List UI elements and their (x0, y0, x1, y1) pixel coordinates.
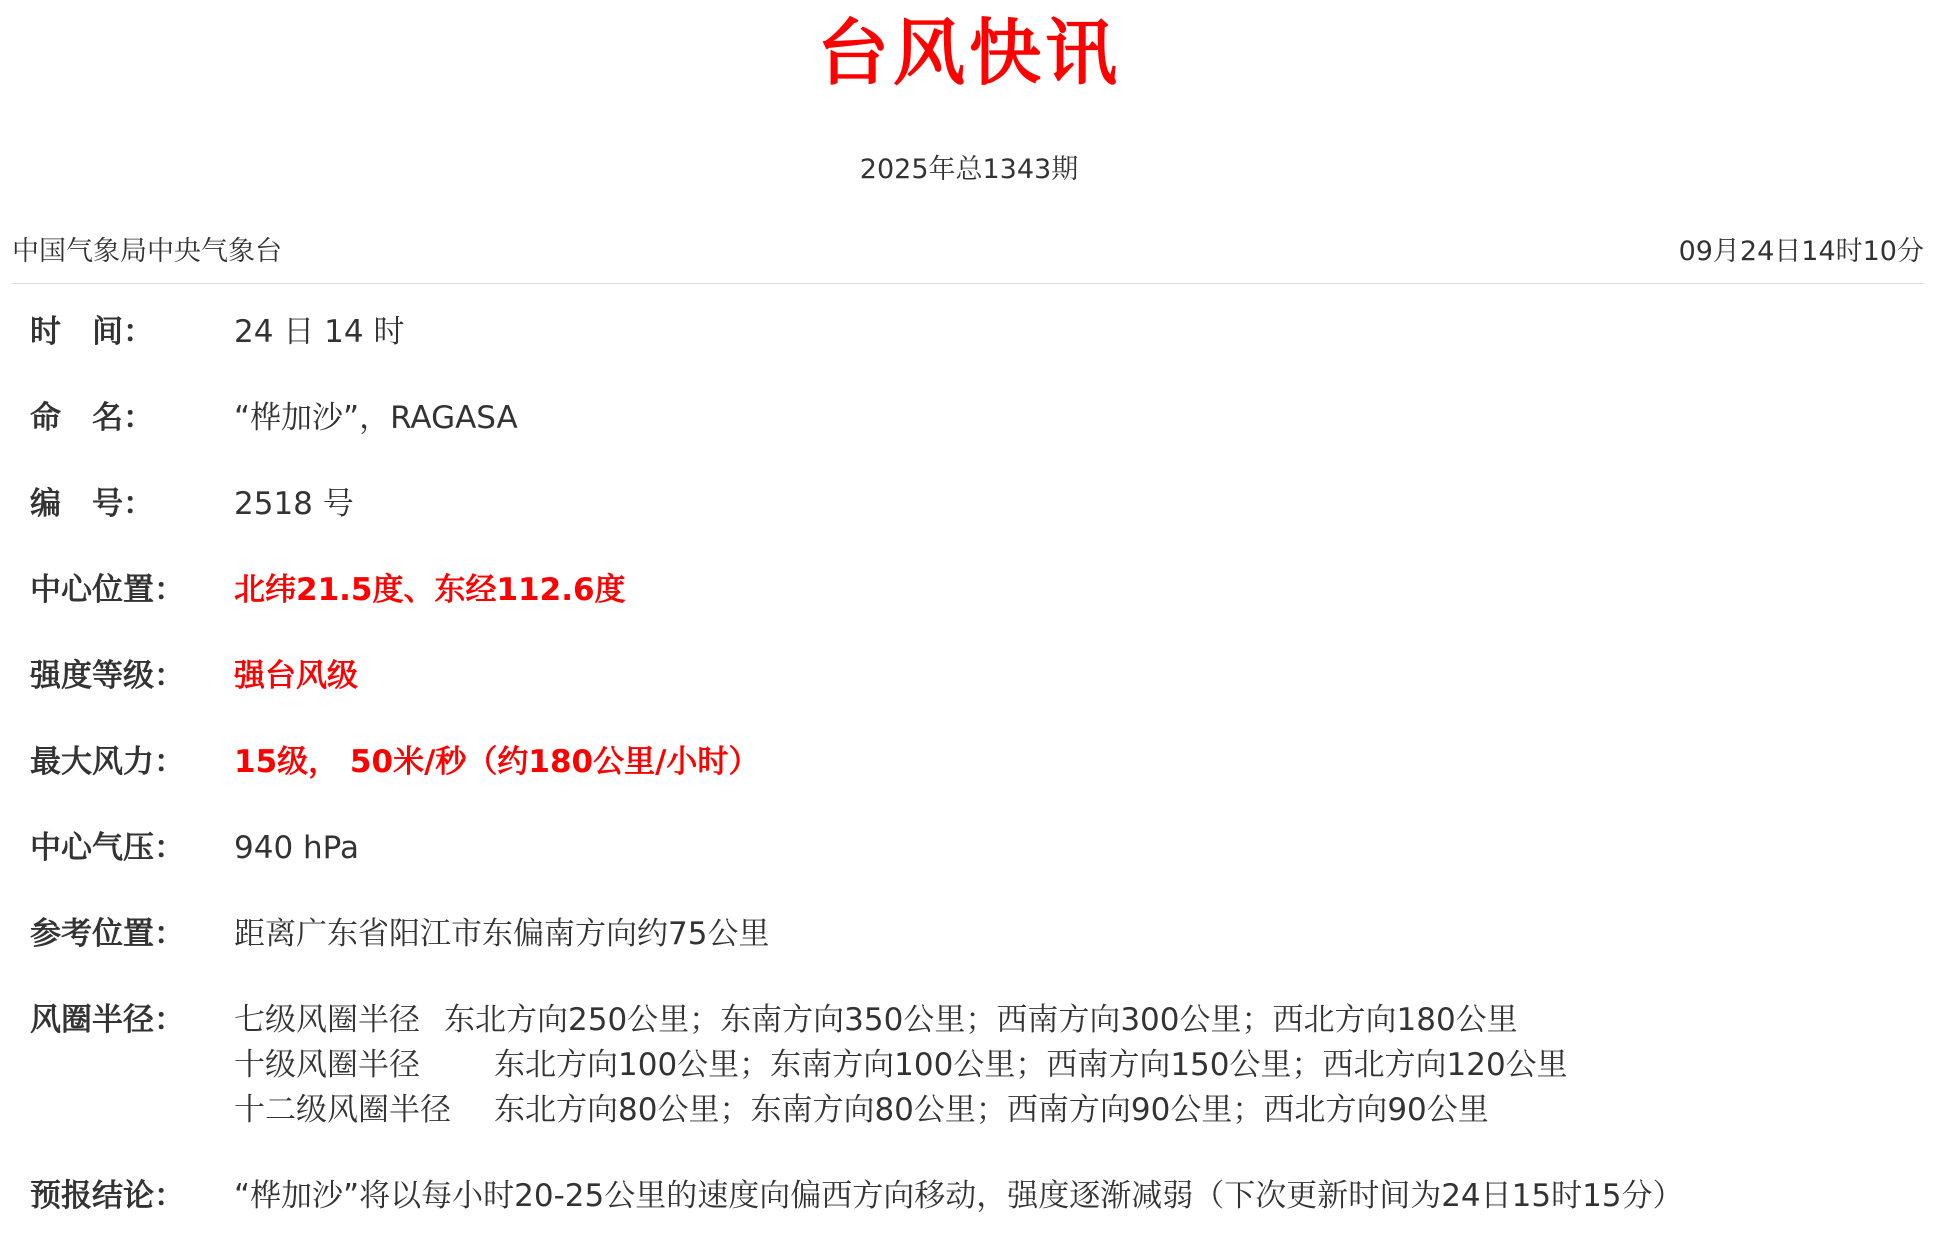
wind-radius-line-7 (234, 998, 1920, 1043)
row-time (30, 310, 1920, 355)
value-max-wind: 15级， 50米/秒（约180公里/小时） (234, 744, 760, 780)
row-pressure (30, 826, 1920, 871)
wind-radius-detail: 东北方向100公里；东南方向100公里；西南方向150公里；西北方向120公里 (494, 1047, 1568, 1083)
publish-time: 09月24日14时10分 (1678, 236, 1924, 267)
value-forecast: “桦加沙”将以每小时20-25公里的速度向偏西方向移动，强度逐渐减弱（下次更新时间为24日15时15分） (234, 1178, 1684, 1214)
label-pressure: 中心气压： (30, 830, 185, 866)
wind-radius-line-12 (234, 1088, 1920, 1133)
row-name (30, 396, 1920, 441)
row-wind-radius (30, 998, 1920, 1133)
value-wind-radius (234, 998, 1920, 1133)
value-name: “桦加沙”，RAGASA (234, 400, 518, 436)
page-title: 台风快讯 (816, 11, 1121, 95)
label-time: 时 间： (30, 314, 154, 350)
label-forecast: 预报结论： (30, 1178, 185, 1214)
source-agency: 中国气象局中央气象台 (12, 236, 282, 267)
label-max-wind: 最大风力： (30, 744, 185, 780)
wind-radius-name: 七级风圈半径 (234, 1002, 420, 1038)
wind-radius-name: 十二级风圈半径 (234, 1092, 451, 1128)
value-intensity: 强台风级 (234, 658, 358, 694)
row-forecast (30, 1174, 1920, 1219)
value-pressure: 940 hPa (234, 830, 359, 866)
divider (12, 283, 1924, 284)
row-intensity (30, 654, 1920, 699)
label-intensity: 强度等级： (30, 658, 185, 694)
label-number: 编 号： (30, 486, 154, 522)
label-name: 命 名： (30, 400, 154, 436)
row-number (30, 482, 1920, 527)
row-max-wind (30, 740, 1920, 785)
wind-radius-name: 十级风圈半径 (234, 1047, 420, 1083)
issue-number: 2025年总1343期 (859, 154, 1079, 185)
row-center (30, 568, 1920, 613)
label-center: 中心位置： (30, 572, 185, 608)
value-time: 24 日 14 时 (234, 314, 405, 350)
value-center: 北纬21.5度、东经112.6度 (234, 572, 626, 608)
row-reference (30, 912, 1920, 957)
value-number: 2518 号 (234, 486, 354, 522)
label-wind-radius: 风圈半径： (30, 1002, 185, 1038)
meta-row (12, 232, 1924, 272)
label-reference: 参考位置： (30, 916, 185, 952)
wind-radius-detail: 东北方向250公里；东南方向350公里；西南方向300公里；西北方向180公里 (444, 1002, 1518, 1038)
value-reference: 距离广东省阳江市东偏南方向约75公里 (234, 916, 770, 952)
wind-radius-line-10 (234, 1043, 1920, 1088)
typhoon-info (30, 310, 1920, 1260)
wind-radius-detail: 东北方向80公里；东南方向80公里；西南方向90公里；西北方向90公里 (494, 1092, 1489, 1128)
